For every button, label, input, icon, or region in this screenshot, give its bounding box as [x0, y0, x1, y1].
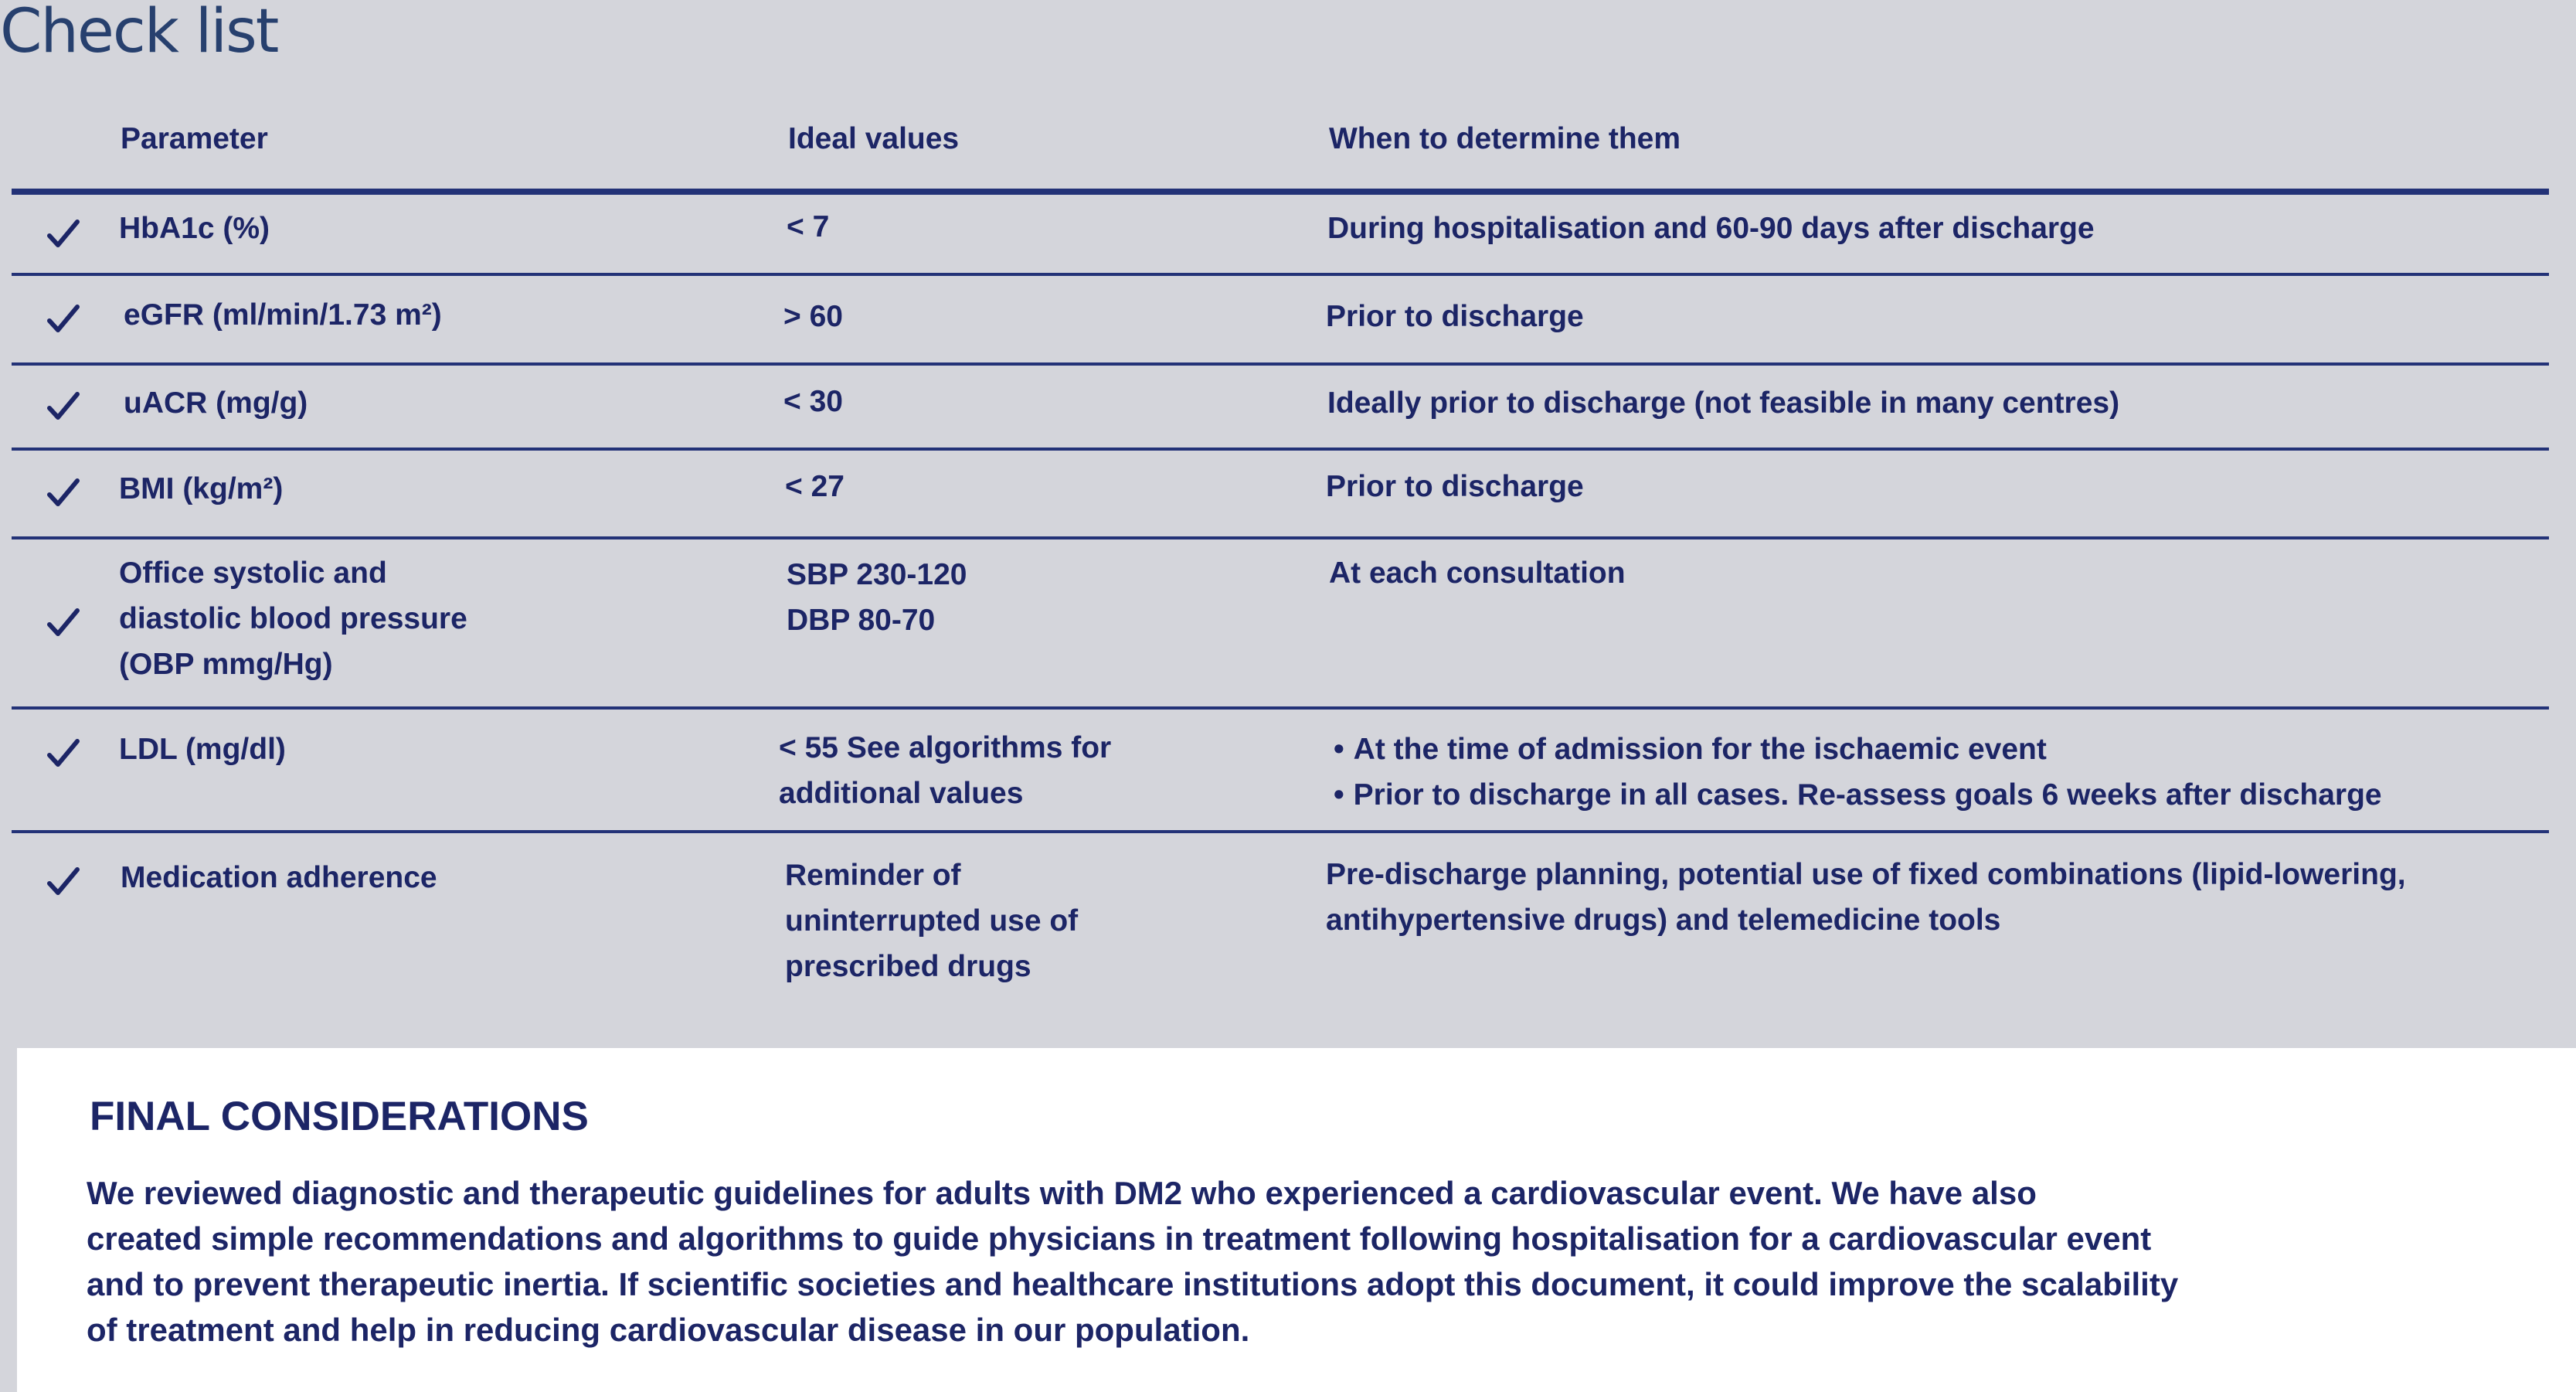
when-cell: Prior to discharge — [1326, 470, 1584, 503]
ideal-value-line: Reminder of — [785, 859, 961, 892]
ideal-value-cell — [779, 725, 1111, 816]
row-divider — [12, 448, 2549, 451]
row-divider — [12, 362, 2549, 366]
when-cell — [1334, 727, 2382, 818]
when-line: Pre-discharge planning, potential use of fixed combinations (lipid-lowering, — [1326, 858, 2406, 891]
when-bullet-line: • At the time of admission for the ischaemic event — [1334, 727, 2382, 772]
header-ideal-values: Ideal values — [788, 122, 960, 155]
check-mark-icon — [46, 608, 80, 638]
row-divider — [12, 273, 2549, 276]
check-mark-icon — [46, 219, 80, 250]
header-parameter: Parameter — [121, 122, 268, 155]
panel-edge-strip — [0, 1048, 17, 1392]
parameter-cell: uACR (mg/g) — [124, 386, 308, 420]
ideal-value-line: prescribed drugs — [785, 950, 1031, 983]
parameter-cell: LDL (mg/dl) — [119, 733, 286, 766]
ideal-value-cell: < 30 — [783, 385, 843, 418]
final-text-line: of treatment and help in reducing cardiovascular disease in our population. — [87, 1312, 1250, 1348]
ideal-value-cell — [785, 853, 1078, 989]
when-bullet-line: • Prior to discharge in all cases. Re-assess goals 6 weeks after discharge — [1334, 772, 2382, 818]
final-text-line: created simple recommendations and algorithms to guide physicians in treatment following hospitalisation for a cardiovascular event — [87, 1220, 2152, 1257]
parameter-cell: BMI (kg/m²) — [119, 472, 284, 505]
check-mark-icon — [46, 391, 80, 422]
final-text-line: We reviewed diagnostic and therapeutic guidelines for adults with DM2 who experienced a cardiovascular event. We have also — [87, 1175, 2037, 1211]
ideal-value-line: < 55 See algorithms for — [779, 731, 1112, 764]
ideal-value-line: uninterrupted use of — [785, 904, 1079, 938]
parameter-line: Office systolic and — [119, 556, 387, 590]
header-divider — [12, 189, 2549, 195]
row-divider — [12, 830, 2549, 833]
row-divider — [12, 536, 2549, 539]
parameter-cell: HbA1c (%) — [119, 212, 270, 245]
ideal-value-line: SBP 230-120 — [787, 558, 967, 591]
when-cell: Prior to discharge — [1326, 300, 1584, 333]
when-cell: Ideally prior to discharge (not feasible in many centres) — [1327, 386, 2120, 420]
check-mark-icon — [46, 738, 80, 769]
when-cell — [1326, 852, 2406, 943]
final-considerations-heading: FINAL CONSIDERATIONS — [90, 1094, 589, 1139]
check-mark-icon — [46, 866, 80, 897]
parameter-cell — [119, 550, 467, 687]
row-divider — [12, 706, 2549, 710]
parameter-line: diastolic blood pressure — [119, 602, 467, 635]
header-when: When to determine them — [1329, 122, 1681, 155]
ideal-value-line: additional values — [779, 777, 1024, 810]
when-line: antihypertensive drugs) and telemedicine tools — [1326, 904, 2001, 937]
check-mark-icon — [46, 478, 80, 509]
check-mark-icon — [46, 304, 80, 335]
page-title: Check list — [0, 0, 278, 66]
parameter-line: (OBP mmg/Hg) — [119, 648, 333, 681]
final-text-line: and to prevent therapeutic inertia. If scientific societies and healthcare institutions adopt this document, it could improve the scalability — [87, 1266, 2179, 1302]
ideal-value-cell: < 27 — [785, 470, 845, 503]
parameter-cell: Medication adherence — [121, 861, 437, 894]
final-considerations-text — [87, 1170, 2520, 1353]
ideal-value-cell — [787, 552, 967, 643]
when-cell: At each consultation — [1329, 556, 1626, 590]
ideal-value-line: DBP 80-70 — [787, 604, 936, 637]
when-cell: During hospitalisation and 60-90 days after discharge — [1327, 212, 2095, 245]
ideal-value-cell: > 60 — [783, 300, 843, 333]
ideal-value-cell: < 7 — [787, 210, 830, 243]
parameter-cell: eGFR (ml/min/1.73 m²) — [124, 298, 442, 332]
